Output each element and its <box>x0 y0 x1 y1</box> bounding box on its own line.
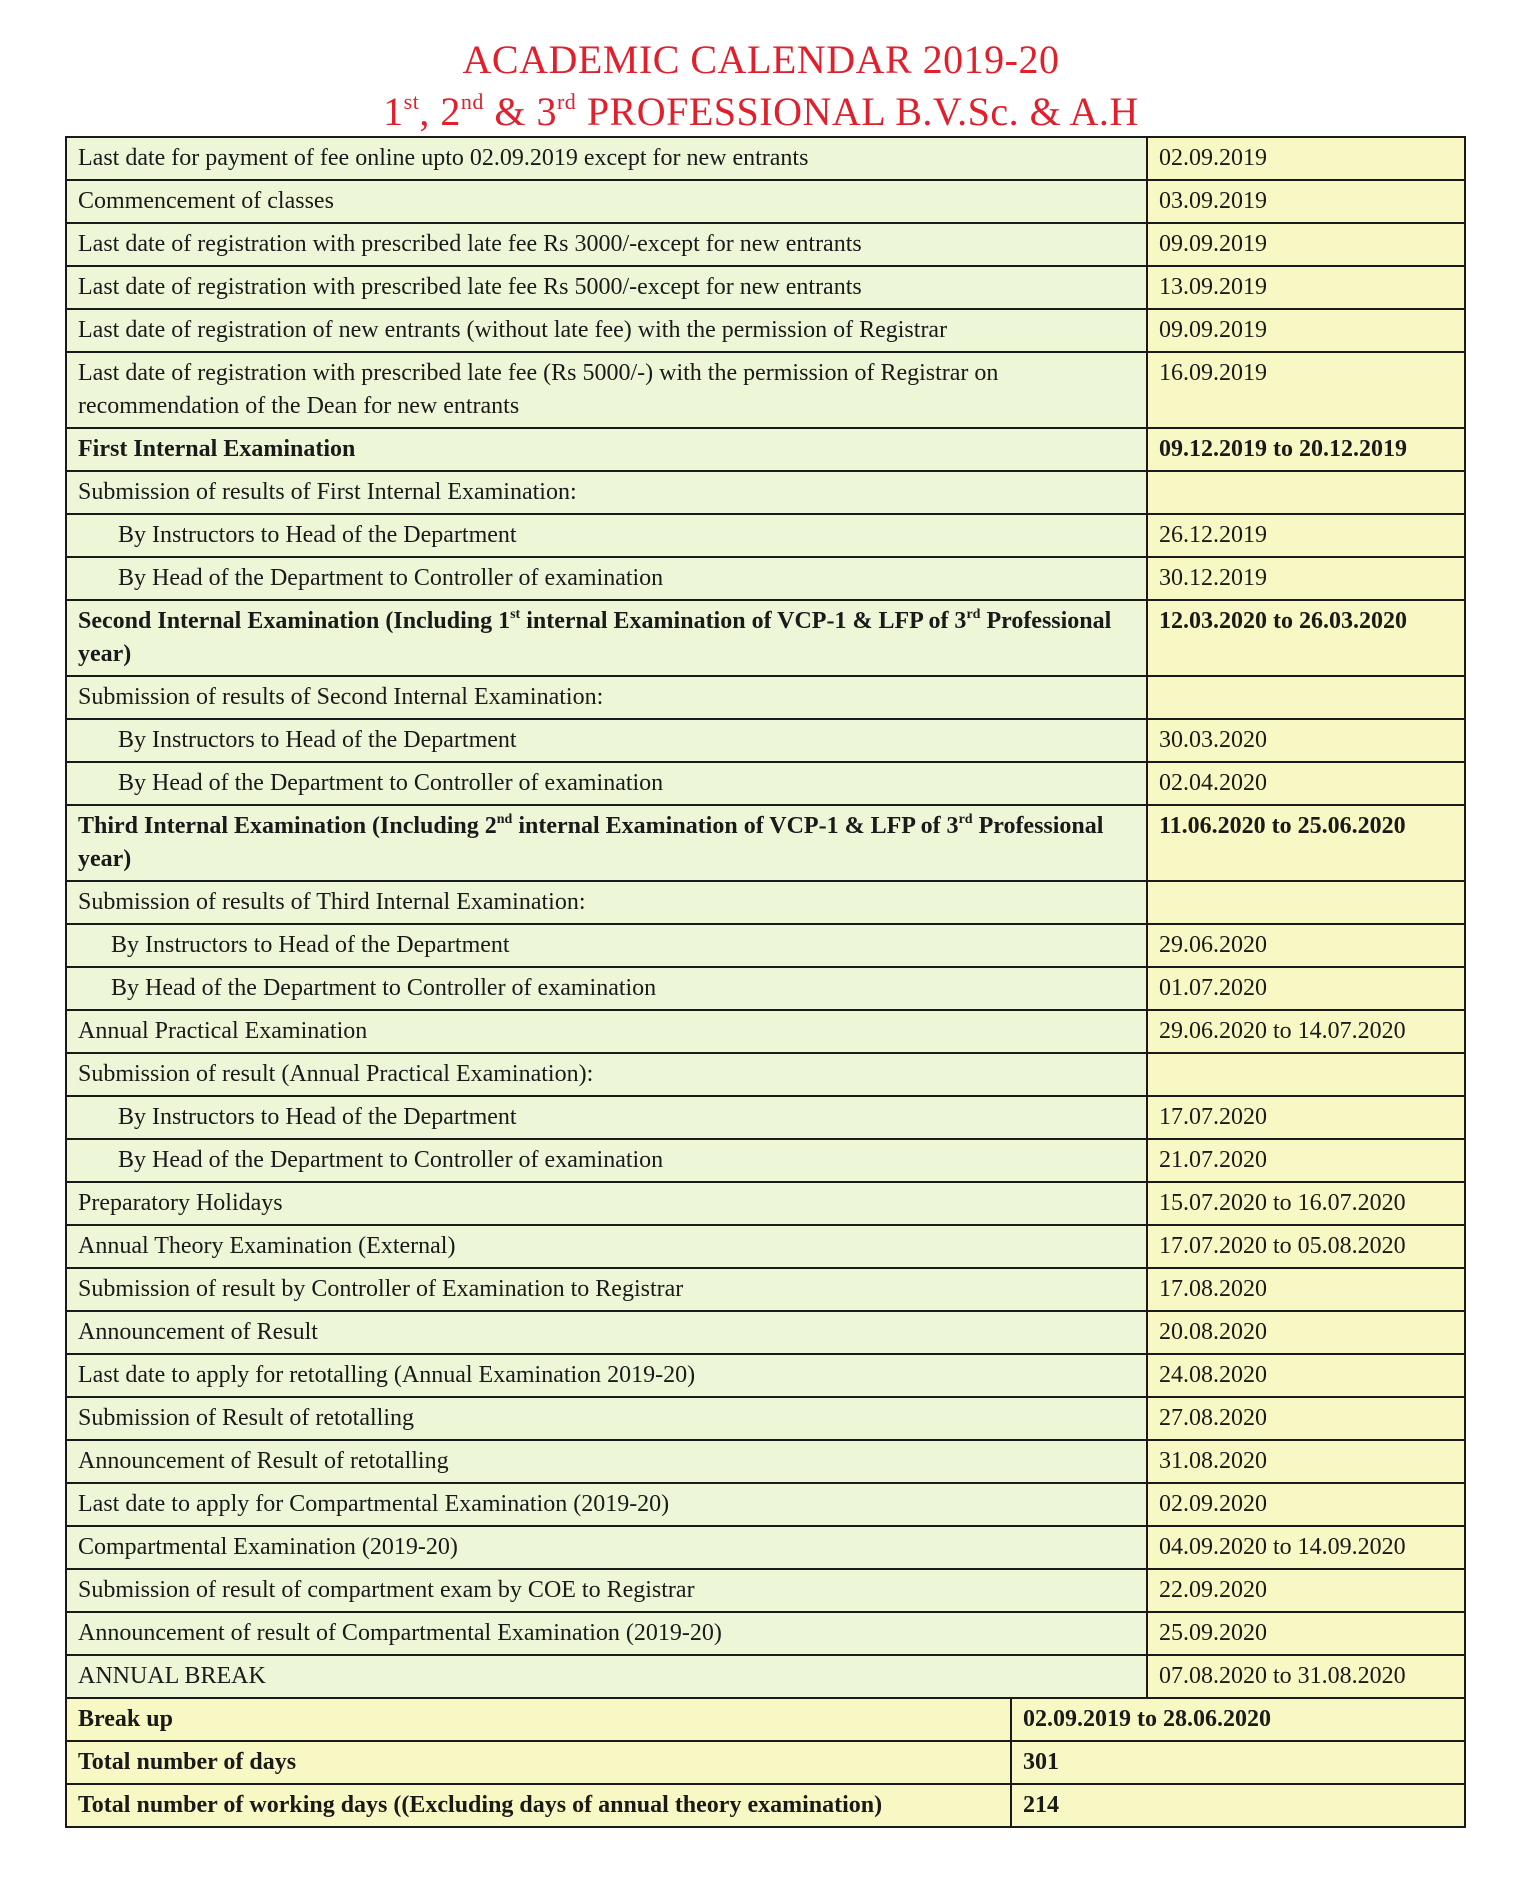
subtitle-part: & 3 <box>483 89 557 134</box>
event-description: Compartmental Examination (2019-20) <box>66 1526 1147 1569</box>
event-description: Last date to apply for retotalling (Annual Examination 2019-20) <box>66 1354 1147 1397</box>
event-date: 09.09.2019 <box>1147 223 1465 266</box>
table-row <box>66 514 1465 557</box>
description-sup: nd <box>496 812 513 827</box>
event-description: Submission of result (Annual Practical Examination): <box>66 1053 1147 1096</box>
event-date: 22.09.2020 <box>1147 1569 1465 1612</box>
summary-row <box>66 1741 1465 1784</box>
event-description: Submission of results of Third Internal Examination: <box>66 881 1147 924</box>
table-row <box>66 1655 1465 1698</box>
event-date: 20.08.2020 <box>1147 1311 1465 1354</box>
table-row <box>66 1569 1465 1612</box>
summary-label: Total number of working days ((Excluding days of annual theory examination) <box>66 1784 1011 1827</box>
event-description: Submission of result by Controller of Examination to Registrar <box>66 1268 1147 1311</box>
summary-label: Total number of days <box>66 1741 1011 1784</box>
event-description: Last date of registration with prescribed late fee Rs 3000/-except for new entrants <box>66 223 1147 266</box>
event-date: 24.08.2020 <box>1147 1354 1465 1397</box>
event-date: 13.09.2019 <box>1147 266 1465 309</box>
summary-table <box>65 1697 1466 1828</box>
summary-value: 214 <box>1011 1784 1465 1827</box>
event-date: 29.06.2020 to 14.07.2020 <box>1147 1010 1465 1053</box>
event-date <box>1147 1053 1465 1096</box>
event-date: 26.12.2019 <box>1147 514 1465 557</box>
description-part: internal Examination of VCP-1 & LFP of 3 <box>520 608 967 634</box>
event-date: 31.08.2020 <box>1147 1440 1465 1483</box>
event-description: Last date of registration of new entrants (without late fee) with the permission of Registrar <box>66 309 1147 352</box>
table-row <box>66 967 1465 1010</box>
table-row <box>66 180 1465 223</box>
event-description: Submission of Result of retotalling <box>66 1397 1147 1440</box>
summary-row <box>66 1698 1465 1741</box>
event-date: 25.09.2020 <box>1147 1612 1465 1655</box>
event-date: 02.09.2020 <box>1147 1483 1465 1526</box>
event-description: Last date to apply for Compartmental Examination (2019-20) <box>66 1483 1147 1526</box>
table-row <box>66 1182 1465 1225</box>
event-date <box>1147 471 1465 514</box>
table-row <box>66 352 1465 428</box>
table-row <box>66 1483 1465 1526</box>
table-row <box>66 762 1465 805</box>
summary-value: 02.09.2019 to 28.06.2020 <box>1011 1698 1465 1741</box>
table-row <box>66 223 1465 266</box>
event-date: 27.08.2020 <box>1147 1397 1465 1440</box>
table-row <box>66 1526 1465 1569</box>
page-title: ACADEMIC CALENDAR 2019-20 <box>462 37 1060 82</box>
table-row <box>66 600 1465 676</box>
description-part: Third Internal Examination (Including 2 <box>78 813 497 839</box>
event-date: 02.04.2020 <box>1147 762 1465 805</box>
event-description: By Head of the Department to Controller of examination <box>66 1139 1147 1182</box>
table-row <box>66 881 1465 924</box>
subtitle-part: , 2 <box>419 89 461 134</box>
subtitle-sup: rd <box>556 89 577 114</box>
event-date: 17.07.2020 to 05.08.2020 <box>1147 1225 1465 1268</box>
page-header <box>0 34 1522 138</box>
event-date: 03.09.2019 <box>1147 180 1465 223</box>
table-row <box>66 309 1465 352</box>
event-description: Submission of results of First Internal Examination: <box>66 471 1147 514</box>
table-row <box>66 1010 1465 1053</box>
event-description: By Instructors to Head of the Department <box>66 1096 1147 1139</box>
event-description: Announcement of result of Compartmental Examination (2019-20) <box>66 1612 1147 1655</box>
event-description: By Head of the Department to Controller of examination <box>66 557 1147 600</box>
description-part: Professional year) <box>78 813 1104 872</box>
event-date: 09.09.2019 <box>1147 309 1465 352</box>
event-date: 17.08.2020 <box>1147 1268 1465 1311</box>
table-row <box>66 1612 1465 1655</box>
subtitle-part: 1 <box>383 89 404 134</box>
event-date: 30.03.2020 <box>1147 719 1465 762</box>
subtitle-sup: nd <box>460 89 484 114</box>
event-date: 07.08.2020 to 31.08.2020 <box>1147 1655 1465 1698</box>
summary-value: 301 <box>1011 1741 1465 1784</box>
event-date: 29.06.2020 <box>1147 924 1465 967</box>
description-part: Professional year) <box>78 608 1112 667</box>
table-row <box>66 1139 1465 1182</box>
event-date: 21.07.2020 <box>1147 1139 1465 1182</box>
description-part: internal Examination of VCP-1 & LFP of 3 <box>512 813 959 839</box>
description-sup: rd <box>966 607 981 622</box>
table-row <box>66 266 1465 309</box>
event-description: By Instructors to Head of the Department <box>66 924 1147 967</box>
table-row <box>66 1397 1465 1440</box>
subtitle-sup: st <box>403 89 420 114</box>
summary-label: Break up <box>66 1698 1011 1741</box>
event-description: Submission of result of compartment exam by COE to Registrar <box>66 1569 1147 1612</box>
event-description: Announcement of Result of retotalling <box>66 1440 1147 1483</box>
event-description: Commencement of classes <box>66 180 1147 223</box>
table-row <box>66 1096 1465 1139</box>
event-date: 12.03.2020 to 26.03.2020 <box>1147 600 1465 676</box>
event-date: 15.07.2020 to 16.07.2020 <box>1147 1182 1465 1225</box>
event-date <box>1147 881 1465 924</box>
table-row <box>66 1354 1465 1397</box>
event-description: Preparatory Holidays <box>66 1182 1147 1225</box>
event-date: 17.07.2020 <box>1147 1096 1465 1139</box>
event-description: By Head of the Department to Controller of examination <box>66 762 1147 805</box>
description-part: Second Internal Examination (Including 1 <box>78 608 511 634</box>
event-description: Annual Practical Examination <box>66 1010 1147 1053</box>
description-sup: rd <box>958 812 973 827</box>
event-description: By Instructors to Head of the Department <box>66 719 1147 762</box>
table-row <box>66 676 1465 719</box>
event-date: 01.07.2020 <box>1147 967 1465 1010</box>
event-date: 30.12.2019 <box>1147 557 1465 600</box>
table-row <box>66 1053 1465 1096</box>
description-sup: st <box>510 607 521 622</box>
table-row <box>66 557 1465 600</box>
table-row <box>66 1440 1465 1483</box>
event-date: 11.06.2020 to 25.06.2020 <box>1147 805 1465 881</box>
event-description <box>66 600 1147 676</box>
event-description <box>66 805 1147 881</box>
event-description: First Internal Examination <box>66 428 1147 471</box>
table-row <box>66 471 1465 514</box>
table-row <box>66 924 1465 967</box>
table-row <box>66 428 1465 471</box>
event-description: Submission of results of Second Internal Examination: <box>66 676 1147 719</box>
calendar-table <box>65 136 1466 1699</box>
table-row <box>66 1311 1465 1354</box>
event-description: By Instructors to Head of the Department <box>66 514 1147 557</box>
event-description: Last date for payment of fee online upto 02.09.2019 except for new entrants <box>66 137 1147 180</box>
event-date: 16.09.2019 <box>1147 352 1465 428</box>
event-description: ANNUAL BREAK <box>66 1655 1147 1698</box>
event-description: Announcement of Result <box>66 1311 1147 1354</box>
event-date: 09.12.2019 to 20.12.2019 <box>1147 428 1465 471</box>
event-description: Last date of registration with prescribed late fee (Rs 5000/-) with the permission of Registrar on recommendation of the Dean for new entrants <box>66 352 1147 428</box>
table-row <box>66 719 1465 762</box>
summary-row <box>66 1784 1465 1827</box>
table-row <box>66 1225 1465 1268</box>
event-description: Annual Theory Examination (External) <box>66 1225 1147 1268</box>
table-row <box>66 1268 1465 1311</box>
event-date: 02.09.2019 <box>1147 137 1465 180</box>
event-description: By Head of the Department to Controller of examination <box>66 967 1147 1010</box>
event-description: Last date of registration with prescribed late fee Rs 5000/-except for new entrants <box>66 266 1147 309</box>
event-date: 04.09.2020 to 14.09.2020 <box>1147 1526 1465 1569</box>
table-row <box>66 137 1465 180</box>
page-subtitle <box>0 86 1522 138</box>
table-row <box>66 805 1465 881</box>
subtitle-part: PROFESSIONAL B.V.Sc. & A.H <box>576 89 1139 134</box>
event-date <box>1147 676 1465 719</box>
